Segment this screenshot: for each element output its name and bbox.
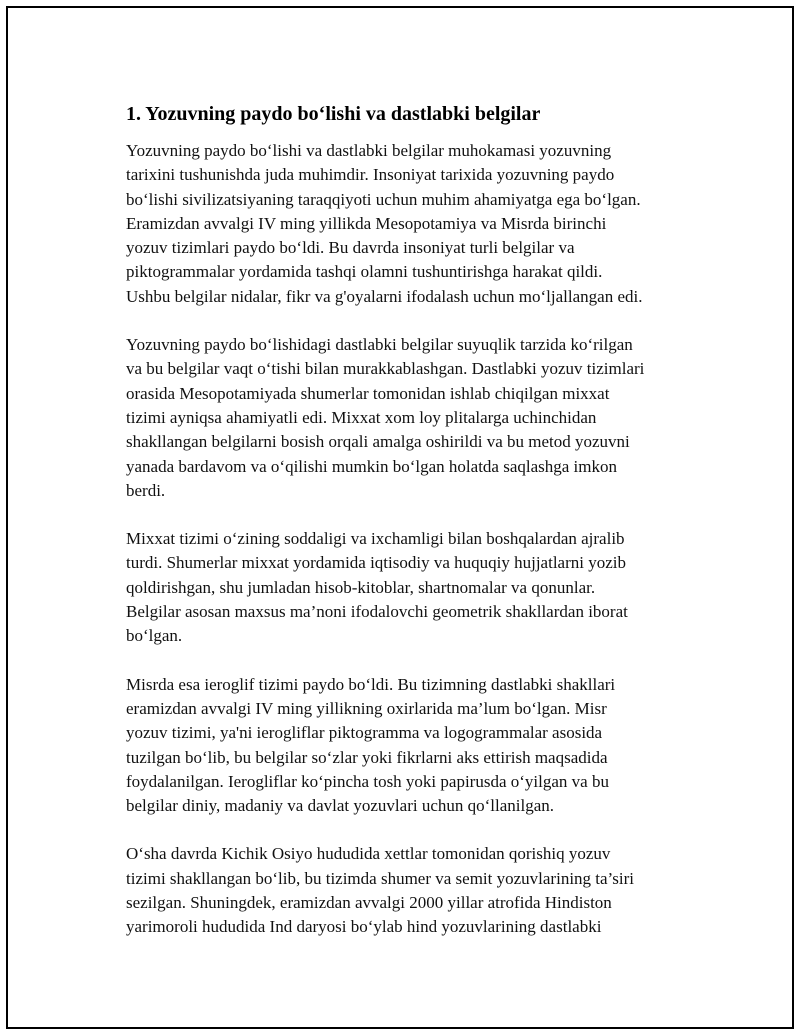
body-paragraph [126, 842, 706, 939]
text-line: berdi. [126, 480, 166, 500]
text-line: sezilgan. Shuningdek, eramizdan avvalgi 2000 yillar atrofida Hindiston [126, 893, 612, 913]
page-frame [6, 6, 794, 1029]
text-line: Ushbu belgilar nidalar, fikr va g'oyalarni ifodalash uchun mo‘ljallangan edi. [126, 286, 643, 306]
text-line: foydalanilgan. Ierogliflar ko‘pincha tosh yoki papirusda o‘yilgan va bu [126, 771, 609, 791]
text-line: tarixini tushunishda juda muhimdir. Insoniyat tarixida yozuvning paydo [126, 165, 615, 185]
text-line: qoldirishgan, shu jumladan hisob-kitoblar, shartnomalar va qonunlar. [126, 577, 596, 597]
text-line: yozuv tizimlari paydo bo‘ldi. Bu davrda insoniyat turli belgilar va [126, 238, 575, 258]
text-line: yozuv tizimi, ya'ni ierogliflar piktogramma va logogrammalar asosida [126, 723, 603, 743]
text-line: piktogrammalar yordamida tashqi olamni tushuntirishga harakat qildi. [126, 262, 603, 282]
text-line: orasida Mesopotamiyada shumerlar tomonidan ishlab chiqilgan mixxat [126, 383, 610, 403]
paragraph-container [126, 139, 706, 940]
text-line: tuzilgan bo‘lib, bu belgilar so‘zlar yoki fikrlarni aks ettirish maqsadida [126, 747, 608, 767]
text-line: eramizdan avvalgi IV ming yillikning oxirlarida ma’lum bo‘lgan. Misr [126, 698, 607, 718]
text-line: turdi. Shumerlar mixxat yordamida iqtisodiy va huquqiy hujjatlarni yozib [126, 553, 626, 573]
text-line: Mixxat tizimi o‘zining soddaligi va ixchamligi bilan boshqalardan ajralib [126, 529, 625, 549]
text-line: bo‘lishi sivilizatsiyaning taraqqiyoti uchun muhim ahamiyatga ega bo‘lgan. [126, 189, 641, 209]
text-line: bo‘lgan. [126, 626, 183, 646]
text-line: Eramizdan avvalgi IV ming yillikda Mesopotamiya va Misrda birinchi [126, 213, 607, 233]
text-line: shakllangan belgilarni bosish orqali amalga oshirildi va bu metod yozuvni [126, 432, 630, 452]
body-paragraph [126, 333, 706, 503]
section-heading: 1. Yozuvning paydo bo‘lishi va dastlabki belgilar [126, 103, 541, 125]
text-line: belgilar diniy, madaniy va davlat yozuvlari uchun qo‘llanilgan. [126, 796, 555, 816]
text-line: Belgilar asosan maxsus ma’noni ifodalovchi geometrik shakllardan iborat [126, 602, 628, 622]
text-line: Misrda esa ieroglif tizimi paydo bo‘ldi. Bu tizimning dastlabki shakllari [126, 674, 616, 694]
body-paragraph [126, 139, 706, 309]
text-line: Yozuvning paydo bo‘lishi va dastlabki belgilar muhokamasi yozuvning [126, 141, 612, 160]
text-line: yanada bardavom va o‘qilishi mumkin bo‘lgan holatda saqlashga imkon [126, 456, 617, 476]
body-paragraph [126, 527, 706, 648]
text-line: tizimi shakllangan bo‘lib, bu tizimda shumer va semit yozuvlarining ta’siri [126, 868, 635, 888]
text-line: yarimoroli hududida Ind daryosi bo‘ylab hind yozuvlarining dastlabki [126, 917, 602, 937]
text-line: va bu belgilar vaqt o‘tishi bilan murakkablashgan. Dastlabki yozuv tizimlari [126, 359, 645, 379]
document-body [126, 100, 706, 964]
text-line: Yozuvning paydo bo‘lishidagi dastlabki belgilar suyuqlik tarzida ko‘rilgan [126, 335, 633, 355]
body-paragraph [126, 673, 706, 819]
text-line: tizimi ayniqsa ahamiyatli edi. Mixxat xom loy plitalarga uchinchidan [126, 407, 597, 427]
text-line: O‘sha davrda Kichik Osiyo hududida xettlar tomonidan qorishiq yozuv [126, 844, 611, 864]
